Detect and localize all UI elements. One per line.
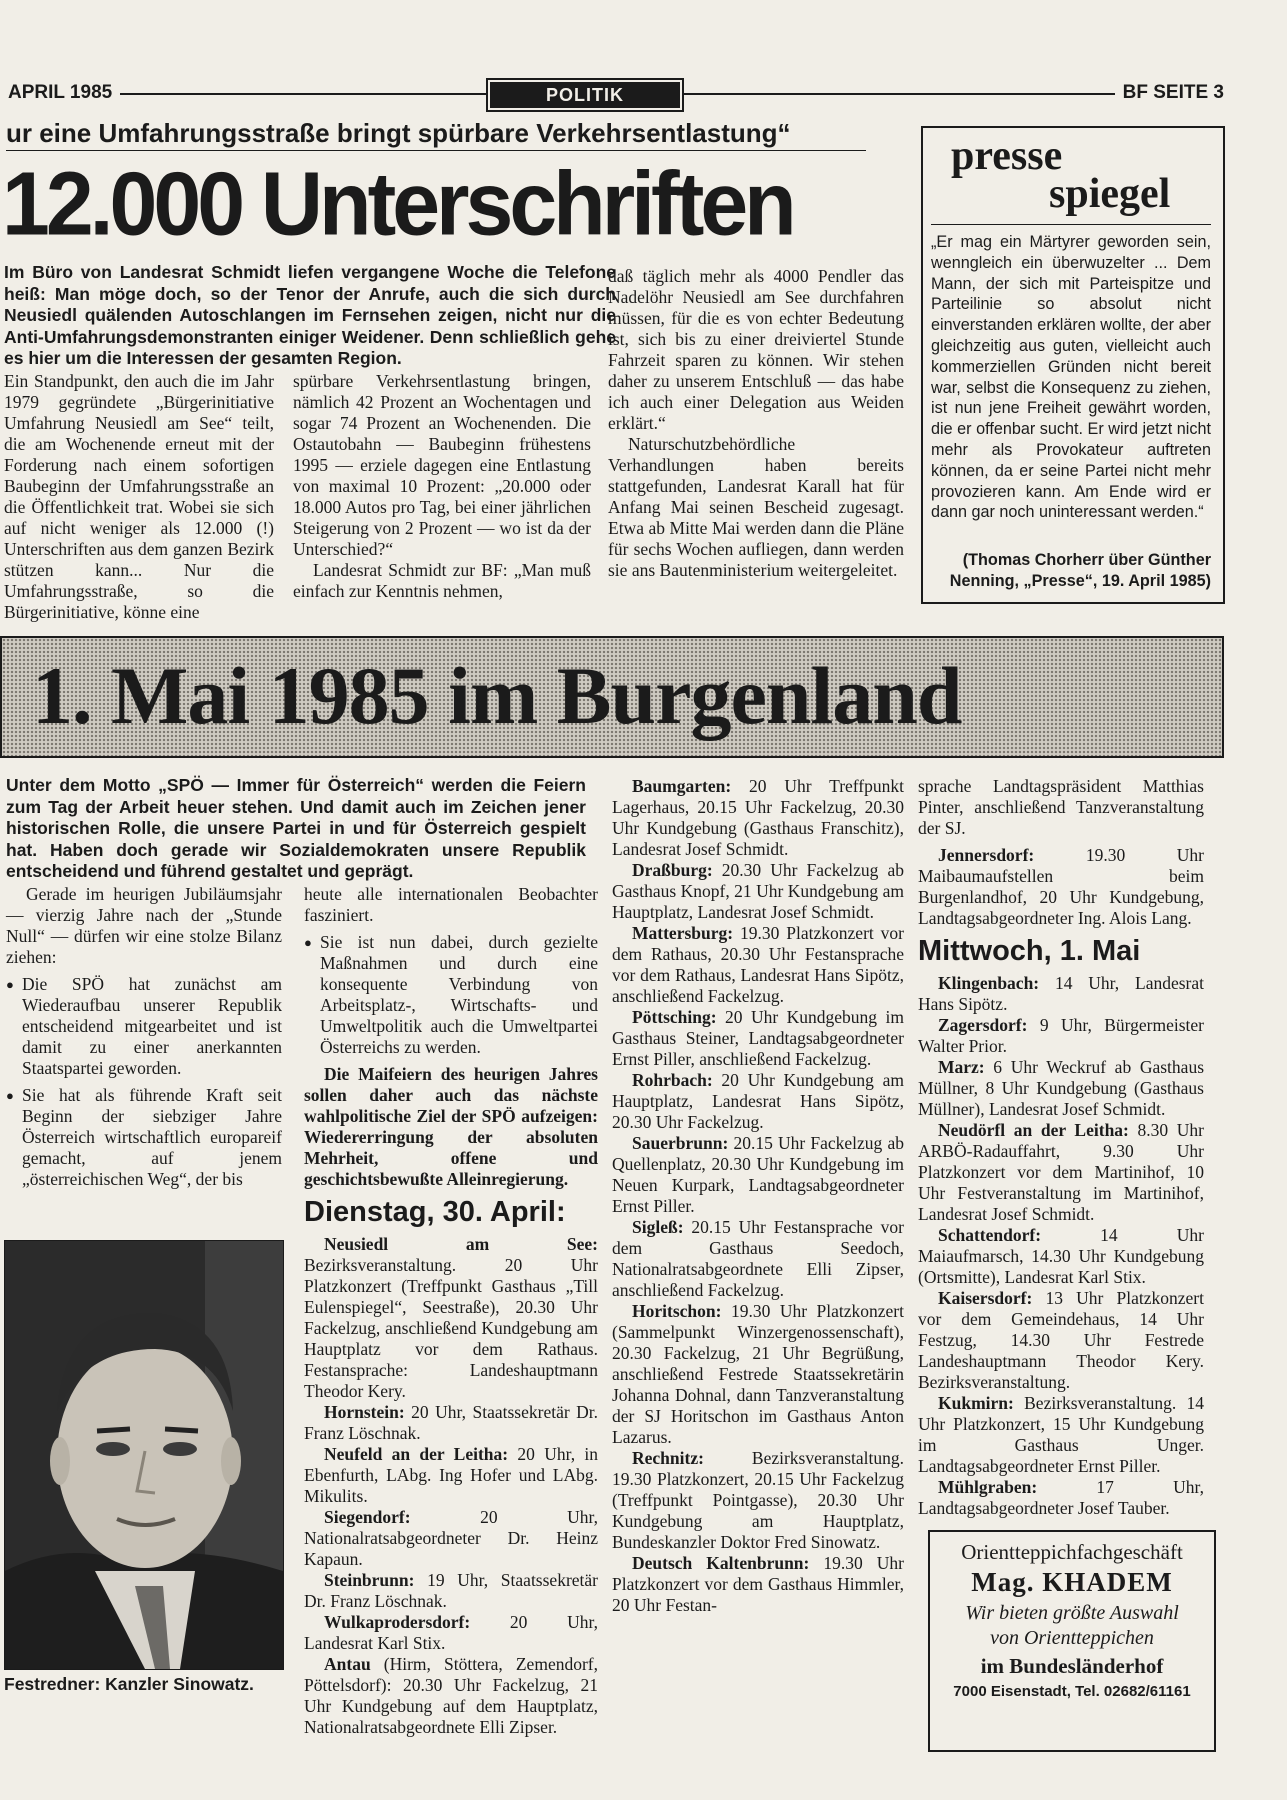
- event-place: Wulkaprodersdorf:: [324, 1612, 471, 1632]
- article2-bullet-3: ● Sie ist nun dabei, durch gezielte Maßnahmen und durch eine konsequente Verbindung von Arbeitsplatz-, Wirtschafts- und Umweltpolitik auch die Umweltpartei Österreichs zu werden.: [304, 932, 598, 1058]
- event-place: Deutsch Kaltenbrunn:: [632, 1553, 810, 1573]
- article2-col4: [918, 776, 1204, 1519]
- event-place: Mühlgraben:: [938, 1477, 1038, 1497]
- event-entry: [918, 1288, 1204, 1393]
- day-heading-tuesday: Dienstag, 30. April:: [304, 1196, 566, 1228]
- article1-col2-text: spürbare Verkehrsentlastung bringen, nämlich 42 Prozent an Wochentagen und sogar 74 Prozent an Wochenenden. Die Ostautobahn — Baubeginn frühestens 1995 — erziele dagegen eine Entlastung von maximal 10 Prozent: „20.000 oder 18.000 Autos pro Tag, bei einer jährlichen Steigerung von 2 Prozent — wo ist da der Unterschied?“: [293, 371, 591, 559]
- event-details: 9 Uhr, Bürgermeister Walter Prior.: [918, 1015, 1204, 1056]
- event-place: Horitschon:: [632, 1301, 722, 1321]
- article2-col4-cont: sprache Landtagspräsident Matthias Pinter, anschließend Tanzveranstaltung der SJ.: [918, 776, 1204, 838]
- event-entry: [918, 1477, 1204, 1519]
- carpet-ad: [928, 1530, 1216, 1752]
- logo-presse: presse: [951, 133, 1063, 179]
- event-details: 6 Uhr Weckruf ab Gasthaus Müllner, 8 Uhr Kundgebung (Gasthaus Müllner), Landesrat Josef Schmidt.: [918, 1057, 1204, 1119]
- event-details: 13 Uhr Platzkonzert vor dem Gemeindehaus, 14 Uhr Festzug, 14.30 Uhr Festrede Landeshauptmann Theodor Kery. Bezirksveranstaltung.: [918, 1288, 1204, 1392]
- portrait-illustration: [5, 1241, 283, 1669]
- tuesday-events-list-3: [918, 845, 1204, 929]
- event-details: 20.30 Uhr Fackelzug ab Gasthaus Knopf, 21 Uhr Kundgebung am Hauptplatz, Landesrat Josef Schmidt.: [612, 860, 905, 922]
- pressespiegel-source: (Thomas Chorherr über Günther Nenning, „Presse“, 19. April 1985): [949, 551, 1211, 590]
- event-details: 8.30 Uhr ARBÖ-Radauffahrt, 9.30 Uhr Platzkonzert vor dem Martinihof, 10 Uhr Festveranstaltung im Martinihof, Landesrat Josef Schmidt.: [918, 1120, 1204, 1224]
- event-details: 20 Uhr, in Ebenfurth, LAbg. Ing Hofer und LAbg. Mikulits.: [304, 1444, 598, 1506]
- event-entry: [612, 1007, 904, 1070]
- event-details: 20 Uhr Treffpunkt Lagerhaus, 20.15 Uhr Fackelzug, 20.30 Uhr Kundgebung (Gasthaus Franschitz), Landesrat Josef Schmidt.: [612, 776, 904, 859]
- event-details: (Hirm, Stöttera, Zemendorf, Pöttelsdorf): 20.30 Uhr Fackelzug, 21 Uhr Kundgebung auf dem Hauptplatz, Nationalratsabgeordnete Elli Zipser.: [304, 1654, 598, 1737]
- article1-headline: 12.000 Unterschriften: [2, 153, 793, 255]
- event-entry: [612, 860, 904, 923]
- pressespiegel-logo: [931, 132, 1211, 225]
- event-entry: [918, 1393, 1204, 1477]
- event-entry: [304, 1507, 598, 1570]
- page-header: [8, 80, 1224, 110]
- event-entry: [918, 1015, 1204, 1057]
- article1-col1-text: Ein Standpunkt, den auch die im Jahr 1979 gegründete „Bürgerinitiative Umfahrung Neusiedl am See“ teilt, die am Wochenende erneut mit der Forderung nach einem sofortigen Baubeginn der Umfahrungsstraße an die Öffentlichkeit trat. Wobei sie sich auf nicht weniger als 12.000 (!) Unterschriften aus dem ganzen Bezirk stützen kann... Nur die Umfahrungsstraße, so die Bürgerinitiative, könne eine: [4, 371, 274, 622]
- event-entry: [612, 1133, 904, 1217]
- article2-bullet-1: ● Die SPÖ hat zunächst am Wiederaufbau unserer Republik entscheidend mitgearbeitet und ist damit zu einer anerkannten Staatspartei geworden.: [6, 974, 282, 1079]
- banner-box: [0, 636, 1224, 758]
- event-place: Draßburg:: [632, 860, 713, 880]
- event-entry: [304, 1402, 598, 1444]
- event-place: Steinbrunn:: [324, 1570, 415, 1590]
- event-place: Rechnitz:: [632, 1448, 704, 1468]
- event-entry: [918, 845, 1204, 929]
- event-details: Bezirksveranstaltung. 14 Uhr Platzkonzert, 15 Uhr Kundgebung im Gasthaus Unger. Landtagsabgeordneter Ernst Piller.: [918, 1393, 1204, 1476]
- logo-spiegel: spiegel: [1049, 171, 1171, 217]
- event-entry: [304, 1234, 598, 1402]
- pressespiegel-quote: „Er mag ein Märtyrer geworden sein, wenngleich ein überwuzelter ... Dem Mann, der sich mit Parteispitze und Parteilinie so absolut nicht einverstanden erklären wollte, der aber gleichzeitig aus guten, vielleicht auch kommerziellen Gründen nicht bereit war, selbst die Konsequenz zu ziehen, ist nun jene Freiheit gewährt worden, die er offenbar sucht. Er wird jetzt nicht mehr als Provokateur auftreten können, da er seine Partei nicht mehr provozieren kann. Am Ende wird er dann gar noch uninteressant werden.“: [931, 233, 1211, 522]
- kicker-underline: [6, 150, 866, 151]
- section-label: POLITIK: [488, 80, 682, 110]
- event-details: Bezirksveranstaltung. 19.30 Platzkonzert, 20.15 Uhr Fackelzug (Treffpunkt Pointgasse), 20.30 Uhr Kundgebung am Hauptplatz, Bundeskanzler Doktor Fred Sinowatz.: [612, 1448, 904, 1552]
- event-place: Jennersdorf:: [938, 845, 1035, 865]
- event-place: Kaisersdorf:: [938, 1288, 1033, 1308]
- page-number: BF SEITE 3: [1115, 82, 1224, 104]
- event-details: 20.15 Uhr Festansprache vor dem Gasthaus Seedoch, Nationalratsabgeordnete Elli Zipser, anschließend Fackelzug.: [612, 1217, 904, 1300]
- event-entry: [918, 973, 1204, 1015]
- event-entry: [918, 1120, 1204, 1225]
- article2-col2-bold: Die Maifeiern des heurigen Jahres sollen daher auch das nächste wahlpolitische Ziel der SPÖ aufzeigen: Wiedererringung der absoluten Mehrheit, offene und geschichtsbewußte Alleinregierung.: [304, 1064, 598, 1189]
- article2-col2: [304, 884, 598, 1738]
- event-place: Sauerbrunn:: [632, 1133, 729, 1153]
- article2-bullet-2: ● Sie hat als führende Kraft seit Beginn der siebziger Jahre Österreich wirtschaftlich europareif gemacht, auf jenem „österreichischen Weg“, der bis: [6, 1085, 282, 1190]
- event-entry: [612, 923, 904, 1007]
- event-details: 20 Uhr Kundgebung im Gasthaus Steiner, Landtagsabgeordneter Ernst Piller, anschließend Fackelzug.: [612, 1007, 904, 1069]
- day-heading-wednesday: Mittwoch, 1. Mai: [918, 935, 1141, 967]
- banner-headline: 1. Mai 1985 im Burgenland: [32, 650, 962, 741]
- event-details: 20 Uhr, Nationalratsabgeordneter Dr. Heinz Kapaun.: [304, 1507, 599, 1569]
- event-place: Marz:: [938, 1057, 985, 1077]
- event-place: Neusiedl am See:: [324, 1234, 598, 1254]
- tuesday-events-list: [304, 1234, 598, 1738]
- article1-lead: Im Büro von Landesrat Schmidt liefen vergangene Woche die Telefone heiß: Man möge doch, so der Tenor der Anrufe, auch die sich durch Neusiedl quälenden Autoschlangen im Fernsehen zeigen, nicht nur die Anti-Umfahrungsdemonstranten einiger Weidener. Denn schließlich gehe es hier um die Interessen der gesamten Region.: [4, 262, 616, 368]
- photo-caption: Festredner: Kanzler Sinowatz.: [4, 1674, 254, 1694]
- event-entry: [304, 1570, 598, 1612]
- article2-lead: Unter dem Motto „SPÖ — Immer für Österreich“ werden die Feiern zum Tag der Arbeit heuer stehen. Und damit auch im Zeichen jener historischen Rolle, die unsere Partei in und für Österreich gespielt hat. Haben doch gerade wir Sozialdemokraten unsere Republik entscheidend und führend gestaltet und geprägt.: [6, 775, 586, 881]
- article1-col3-text: daß täglich mehr als 4000 Pendler das Nadelöhr Neusiedl am See durchfahren müssen, für die es von echter Bedeutung ist, sich bis zu einer dreiviertel Stunde Fahrzeit sparen zu können. Wir stehen daher zu unserem Entschluß — das habe ich auch einer Delegation aus Weiden erklärt.“: [608, 266, 904, 433]
- event-entry: [612, 776, 904, 860]
- article1-col2: [293, 371, 591, 602]
- event-place: Klingenbach:: [938, 973, 1040, 993]
- ad-slogan-1: Wir bieten größte Auswahl: [965, 1602, 1179, 1624]
- event-details: 19.30 Uhr Platzkonzert vor dem Gasthaus Himmler, 20 Uhr Festan-: [612, 1553, 904, 1615]
- event-entry: [918, 1057, 1204, 1120]
- event-details: 20 Uhr, Staatssekretär Dr. Franz Löschnak.: [304, 1402, 599, 1443]
- event-details: 19.30 Uhr Platzkonzert (Sammelpunkt Winzergenossenschaft), 20.30 Fackelzug, 21 Uhr Begrüßung, anschließend Festrede Staatssekretärin Johanna Dohnal, dann Tanzveranstaltung der SJ Horitschon im Gasthaus Anton Lazarus.: [612, 1301, 904, 1447]
- event-place: Pöttsching:: [632, 1007, 717, 1027]
- event-details: 19.30 Platzkonzert vor dem Rathaus, 20.30 Uhr Festansprache vor dem Rathaus, Landesrat Hans Sipötz, anschließend Fackelzug.: [612, 923, 905, 1006]
- event-place: Rohrbach:: [632, 1070, 713, 1090]
- event-entry: [612, 1070, 904, 1133]
- event-details: 20 Uhr Kundgebung am Hauptplatz, Landesrat Hans Sipötz, 20.30 Uhr Fackelzug.: [612, 1070, 904, 1132]
- article2-col1: [6, 884, 282, 1190]
- event-entry: [918, 1225, 1204, 1288]
- pressespiegel-box: [921, 126, 1225, 604]
- event-details: 19.30 Uhr Maibaumaufstellen beim Burgenlandhof, 20 Uhr Kundgebung, Landtagsabgeordneter Ing. Alois Lang.: [918, 845, 1205, 928]
- tuesday-events-list-2: [612, 776, 904, 1616]
- ad-location: im Bundesländerhof: [980, 1654, 1164, 1678]
- event-details: 20 Uhr, Landesrat Karl Stix.: [304, 1612, 599, 1653]
- event-place: Antau: [324, 1654, 371, 1674]
- event-details: 14 Uhr, Landesrat Hans Sipötz.: [918, 973, 1204, 1014]
- wednesday-events-list: [918, 973, 1204, 1519]
- event-entry: [304, 1612, 598, 1654]
- event-details: 20.15 Uhr Fackelzug ab Quellenplatz, 20.30 Uhr Kundgebung im Neuen Kurpark, Landtagsabgeordneter Ernst Piller.: [612, 1133, 904, 1216]
- event-place: Siegendorf:: [324, 1507, 411, 1527]
- event-entry: [304, 1654, 598, 1738]
- event-entry: [304, 1444, 598, 1507]
- ad-shop-type: Orientteppichfachgeschäft: [961, 1540, 1183, 1564]
- article1-col3: [608, 266, 904, 581]
- event-entry: [612, 1301, 904, 1448]
- article1-kicker: ur eine Umfahrungsstraße bringt spürbare Verkehrsentlastung“: [6, 118, 791, 148]
- event-place: Neudörfl an der Leitha:: [938, 1120, 1129, 1140]
- event-place: Baumgarten:: [632, 776, 732, 796]
- event-place: Schattendorf:: [938, 1225, 1042, 1245]
- article2-col3: [612, 776, 904, 1616]
- event-entry: [612, 1448, 904, 1553]
- article1-col1: [4, 371, 274, 623]
- article1-col3-text-b: Naturschutzbehördliche Verhandlungen haben bereits stattgefunden, Landesrat Karall hat für Anfang Mai seinen Bescheid zugesagt. Etwa ab Mitte Mai werden dann die Pläne für sechs Wochen aufliegen, dann werden sie ans Bautenministerium weitergeleitet.: [608, 434, 904, 580]
- ad-address: 7000 Eisenstadt, Tel. 02682/61161: [953, 1683, 1191, 1700]
- event-details: 14 Uhr Maiaufmarsch, 14.30 Uhr Kundgebung (Ortsmitte), Landesrat Karl Stix.: [918, 1225, 1205, 1287]
- article2-col2-cont: heute alle internationalen Beobachter fasziniert.: [304, 884, 598, 925]
- ad-slogan-2: von Orientteppichen: [990, 1627, 1154, 1649]
- event-place: Neufeld an der Leitha:: [324, 1444, 509, 1464]
- sinowatz-photo: [4, 1240, 284, 1670]
- event-entry: [612, 1217, 904, 1301]
- event-details: 19 Uhr, Staatssekretär Dr. Franz Löschnak.: [304, 1570, 598, 1611]
- event-details: Bezirksveranstaltung. 20 Uhr Platzkonzert (Treffpunkt Gasthaus „Till Eulenspiegel“, Seestraße), 20.30 Uhr Fackelzug, anschließend Kundgebung am Hauptplatz vor dem Rathaus. Festansprache: Landeshauptmann Theodor Kery.: [304, 1255, 598, 1401]
- event-place: Hornstein:: [324, 1402, 405, 1422]
- event-entry: [612, 1553, 904, 1616]
- ad-shop-name: Mag. KHADEM: [971, 1567, 1173, 1597]
- article2-intro: Gerade im heurigen Jubiläumsjahr — vierzig Jahre nach der „Stunde Null“ — dürfen wir eine stolze Bilanz ziehen:: [6, 884, 282, 967]
- issue-date: APRIL 1985: [8, 82, 120, 104]
- event-place: Zagersdorf:: [938, 1015, 1028, 1035]
- event-place: Mattersburg:: [632, 923, 734, 943]
- event-place: Kukmirn:: [938, 1393, 1014, 1413]
- event-details: 17 Uhr, Landtagsabgeordneter Josef Tauber.: [918, 1477, 1205, 1518]
- event-place: Sigleß:: [632, 1217, 684, 1237]
- article1-col2-text-b: Landesrat Schmidt zur BF: „Man muß einfach zur Kenntnis nehmen,: [293, 560, 591, 601]
